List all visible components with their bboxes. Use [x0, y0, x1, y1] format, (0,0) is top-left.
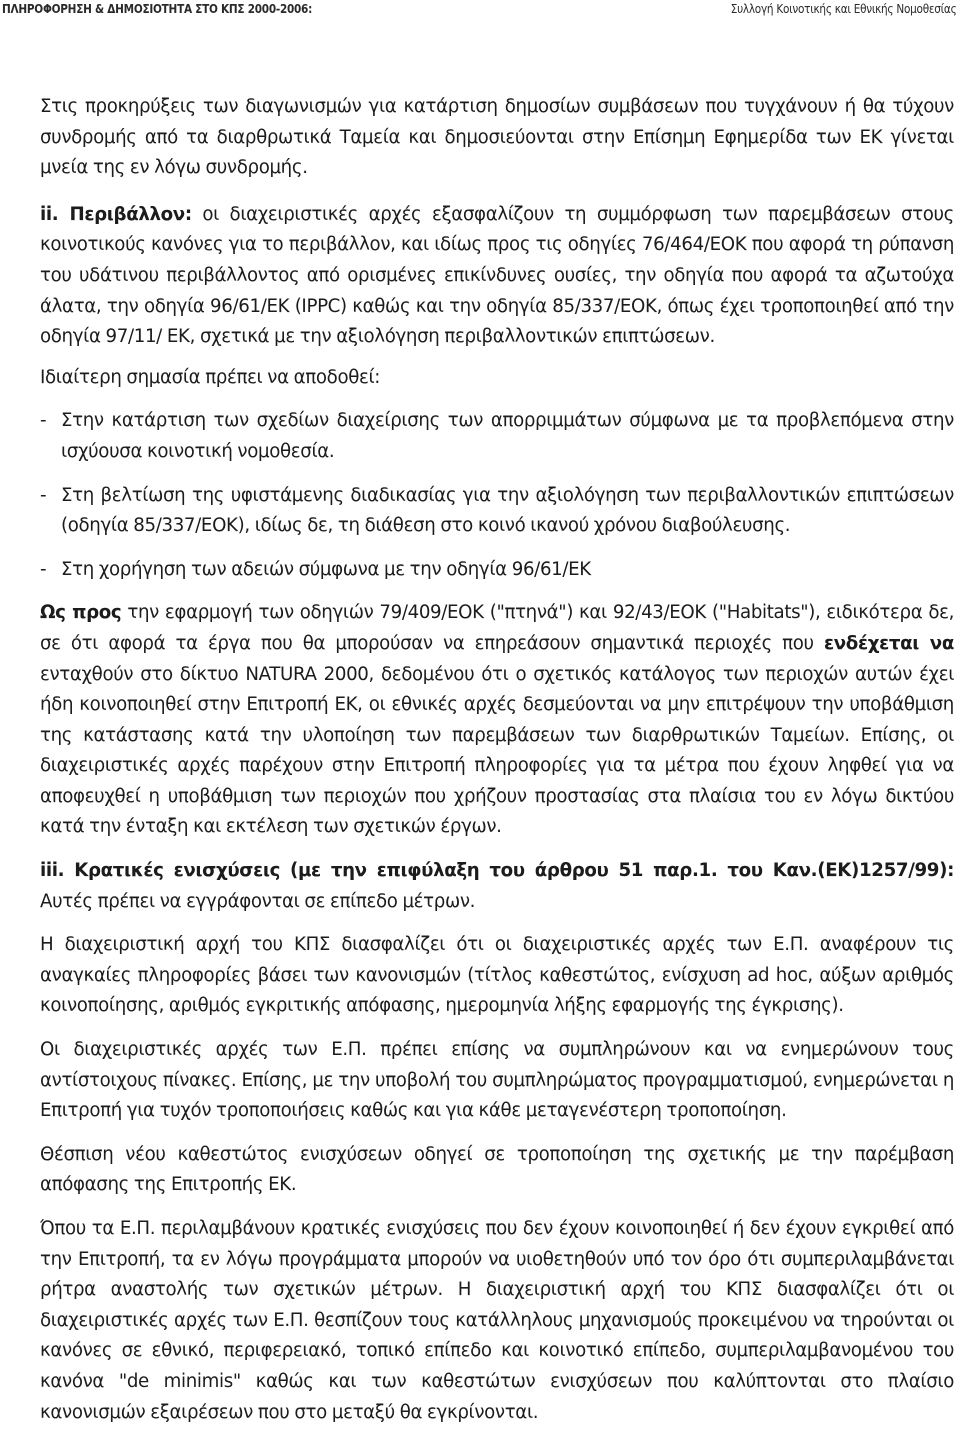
list-item-waste-plans [40, 406, 954, 467]
list-item-permits [40, 555, 954, 586]
natura-text-2: ενταχθούν στο δίκτυο NATURA 2000, δεδομένου ότι ο σχετικός κατάλογος των περιοχών αυτών έχει ήδη κοινοποιηθεί στην Επιτροπή ΕΚ, οι εθνικές αρχές δεσμεύονται να μην επιτρέψουν την υποβάθμιση της κατάστασης κατά την υλοποίηση των παρεμβάσεων των διαρθρωτικών Ταμείων. Επίσης, οι διαχειριστικές αρχές παρέχουν στην Επιτροπή πληροφορίες για τα μέτρα που έχουν ληφθεί για να αποφευχθεί η υποβάθμιση των περιοχών που χρήζουν προστασίας στα πλαίσια του εν λόγω δικτύου κατά την ένταξη και εκτέλεση των σχετικών έργων. [40, 663, 954, 838]
paragraph-publication-notice: Στις προκηρύξεις των διαγωνισμών για κατάρτιση δημοσίων συμβάσεων που τυγχάνουν ή θα τύχουν συνδρομής από τα διαρθρωτικά Ταμεία και δημοσιεύονται στην Επίσημη Εφημερίδα των ΕΚ γίνεται μνεία της εν λόγω συνδρομής. [40, 96, 954, 179]
header-section-title: ΠΛΗΡΟΦΟΡΗΣΗ & ΔΗΜΟΣΙΟΤΗΤΑ ΣΤΟ ΚΠΣ 2000-2006: [2, 2, 313, 16]
environment-text: οι διαχειριστικές αρχές εξασφαλίζουν τη συμμόρφωση των παρεμβάσεων στους κοινοτικούς κανόνες για το περιβάλλον, και ιδίως προς τις οδηγίες 76/464/ΕΟΚ που αφορά τη ρύπανση του υδάτινου περιβάλλοντος από ορισμένες επικίνδυνες ουσίες, την οδηγία που αφορά τα αζωτούχα άλατα, την οδηγία 96/61/ΕΚ (IPPC) καθώς και την οδηγία 85/337/ΕΟΚ, όπως έχει τροποποιηθεί από την οδηγία 97/11/ ΕΚ, σχετικά με την αξιολόγηση περιβαλλοντικών επιπτώσεων. [40, 203, 955, 348]
state-aid-text: Αυτές πρέπει να εγγράφονται σε επίπεδο μέτρων. [40, 890, 476, 912]
paragraph-new-scheme: Θέσπιση νέου καθεστώτος ενισχύσεων οδηγεί σε τροποποίηση της σχετικής με την παρέμβαση απόφασης της Επιτροπής ΕΚ. [40, 1143, 954, 1196]
list-item-text: Στη βελτίωση της υφιστάμενης διαδικασίας για την αξιολόγηση των περιβαλλοντικών επιπτώσεων (οδηγία 85/337/ΕΟΚ), ιδίως δε, τη διάθεση στο κοινό ικανού χρόνου διαβούλευσης. [61, 484, 954, 537]
paragraph-state-aid [40, 856, 954, 917]
paragraph-environment [40, 200, 954, 353]
paragraph-management-authority: Η διαχειριστική αρχή του ΚΠΣ διασφαλίζει ότι οι διαχειριστικές αρχές των Ε.Π. αναφέρουν τις αναγκαίες πληροφορίες βάσει των κανονισμών (τίτλος καθεστώτος, ενίσχυση ad hoc, αύξων αριθμός κοινοποίησης, αριθμός εγκριτικής απόφασης, ημερομηνία λήξης εφαρμογής της έγκρισης). [40, 934, 954, 1017]
dash-marker: - [40, 410, 47, 432]
dash-marker: - [40, 484, 47, 506]
paragraph-suspension-clause: Όπου τα Ε.Π. περιλαμβάνουν κρατικές ενισχύσεις που δεν έχουν κοινοποιηθεί ή δεν έχουν εγκριθεί από την Επιτροπή, τα εν λόγω προγράμματα μπορούν να υιοθετηθούν υπό τον όρο ότι συμπεριλαμβάνεται ρήτρα αναστολής των σχετικών μέτρων. Η διαχειριστική αρχή του ΚΠΣ διασφαλίζει ότι οι διαχειριστικές αρχές των Ε.Π. θεσπίζουν τους κατάλληλους μηχανισμούς προκειμένου να τηρούνται οι κανόνες σε εθνικό, περιφερειακό, τοπικό επίπεδο και κοινοτικό επίπεδο, συμπεριλαμβανομένου του κανόνα "de minimis" καθώς και των καθεστώτων ενισχύσεων που καλύπτονται στο πλαίσιο κανονισμών εξαιρέσεων που στο μεταξύ θα εγκρίνονται. [40, 1218, 954, 1423]
document-body [40, 92, 954, 1428]
header-collection-title: Συλλογή Κοινοτικής και Εθνικής Νομοθεσίας [730, 2, 956, 16]
paragraph-natura [40, 598, 954, 843]
page-header [0, 0, 960, 26]
list-item-text: Στην κατάρτιση των σχεδίων διαχείρισης των απορριμμάτων σύμφωνα με τα προβλεπόμενα στην ισχύουσα κοινοτική νομοθεσία. [61, 410, 954, 462]
natura-text-1: την εφαρμογή των οδηγιών 79/409/ΕΟΚ ("πτηνά") και 92/43/ΕΟΚ ("Habitats"), ειδικότερα δε, σε ότι αφορά τα έργα που θα μπορούσαν να επηρεάσουν σημαντικά περιοχές που [40, 602, 955, 654]
dash-marker: - [40, 558, 47, 580]
natura-lead: Ως προς [40, 602, 122, 624]
paragraph-priority-intro: Ιδιαίτερη σημασία πρέπει να αποδοθεί: [40, 366, 381, 388]
list-item-impact-assessment [40, 481, 954, 542]
list-item-text: Στη χορήγηση των αδειών σύμφωνα με την οδηγία 96/61/ΕΚ [61, 558, 591, 580]
natura-emphasis: ενδέχεται να [823, 632, 954, 654]
paragraph-tables-update: Οι διαχειριστικές αρχές των Ε.Π. πρέπει επίσης να συμπληρώνουν και να ενημερώνουν τους αντίστοιχους πίνακες. Επίσης, με την υποβολή του συμπληρώματος προγραμματισμού, ενημερώνεται η Επιτροπή για τυχόν τροποποιήσεις καθώς και για κάθε μεταγενέστερη τροποποίηση. [40, 1039, 954, 1122]
section-heading-state-aid: iii. Κρατικές ενισχύσεις (με την επιφύλαξη του άρθρου 51 παρ.1. του Καν.(ΕΚ)1257/99): [40, 860, 954, 882]
section-heading-environment: ii. Περιβάλλον: [40, 203, 192, 225]
